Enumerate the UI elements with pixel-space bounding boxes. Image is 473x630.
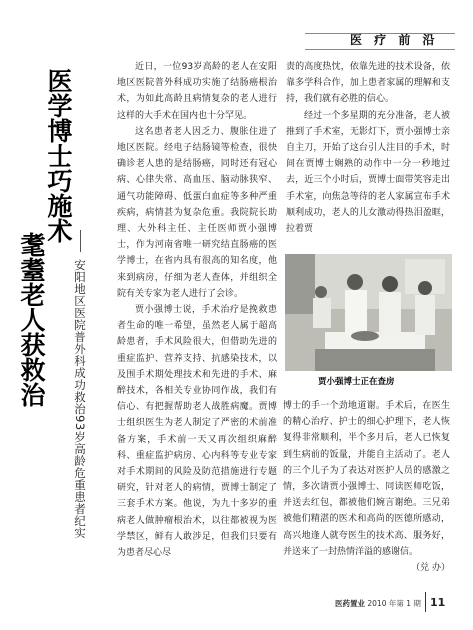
subtitle: 安阳地区医院普外科成功救治93岁高龄危重患者纪实 [73, 259, 87, 539]
footer [335, 598, 421, 609]
paragraph-text: 博士的手一个劲地道谢。手术后，在医生的精心治疗、护士的细心护理下，老人恢复得非常顺利，半个多月后，老人已恢复到生病前的饭量，并能自主活动了。老人的三个儿子为了表达对医护人员的感激之情，多次请贾小强博士、同读医师吃饭，并送去红包，都被他们婉言谢绝。三兄弟被他们精湛的医术和高尚的医德所感动，高兴地逢人就夸医生的技术高、服务好，并送来了一封热情洋溢的感谢信。 [283, 401, 450, 557]
paragraph [283, 398, 450, 574]
title-line-1: 医学博士巧施术 [44, 68, 73, 243]
paragraph: 贾小强博士说，手术治疗是挽救患者生命的唯一希望，虽然老人属于超高龄患者，手术风险很大，但借助先进的重症监护、营养支持、抗感染技术，以及围手术期处理技术和先进的手术、麻醉技术，各相关专业协同作战，我们有信心、有把握帮助老人战胜病魔。贾博士组织医生为老人制定了严密的术前准备方案，手术前一天又再次组织麻醉科、重症监护病房、心内科等专业专家对手术期间的风险及防范措施进行专题研究，针对老人的病情，贾博士制定了三套手术方案。他说，为九十多岁的重病老人做肿瘤根治术，以往都被视为医学禁区，鲜有人敢涉足，但我们只要有为患者尽心尽 [117, 305, 277, 559]
journal-name: 医药置业 [335, 599, 365, 608]
subtitle-dash [80, 230, 81, 252]
right-column-top [286, 59, 450, 237]
right-column-bottom [283, 398, 450, 576]
paragraph: 责的高度热忱，依靠先进的技术设备，依靠多学科合作，加上患者家属的理解和支持，我们就有必胜的信心。 [286, 62, 450, 105]
paragraph: 这名患者老人因乏力、腹胀住进了地区医院。经电子结肠镜等检查，很快确诊老人患的是结肠癌，同时还有冠心病、心律失常、高血压、脑动脉狭窄、通气功能障碍、低蛋白血症等多种严重疾病，病情甚为复杂危重。我院院长助理、大外科主任、主任医师贾小强博士，作为河南省唯一研究结直肠癌的医学博士，在省内具有很高的知名度，他来到病房，仔细为老人查体，并组织全院有关专家为老人进行了会诊。 [117, 126, 277, 299]
footer-divider [425, 592, 426, 612]
paragraph: 近日，一位93岁高龄的老人在安阳地区医院普外科成功实施了结肠癌根治术，为如此高龄且病情复杂的老人进行这样的大手术在国内也十分罕见。 [117, 62, 277, 121]
ward-round-photo [285, 254, 452, 371]
paragraph: 经过一个多星期的充分准备，老人被推到了手术室，无影灯下，贾小强博士亲自主刀，开始了这台引人注目的手术，时间在贾博士娴熟的动作中一分一秒地过去，近三个小时后，贾博士面带笑容走出手术室，向焦急等待的老人家属宣布手术顺利成功，老人的儿女激动得热泪盈眶，拉着贾 [286, 110, 450, 235]
title-line-2: 耄耋老人获救治 [17, 232, 46, 407]
page-number: 11 [430, 596, 446, 609]
left-column [117, 59, 277, 561]
section-header: 医 疗 前 沿 [350, 33, 439, 47]
author-signature: （兑 办） [411, 563, 450, 574]
issue-label: 2010 年第 1 期 [367, 599, 421, 608]
photo-caption: 贾小强博士正在查房 [318, 377, 395, 387]
